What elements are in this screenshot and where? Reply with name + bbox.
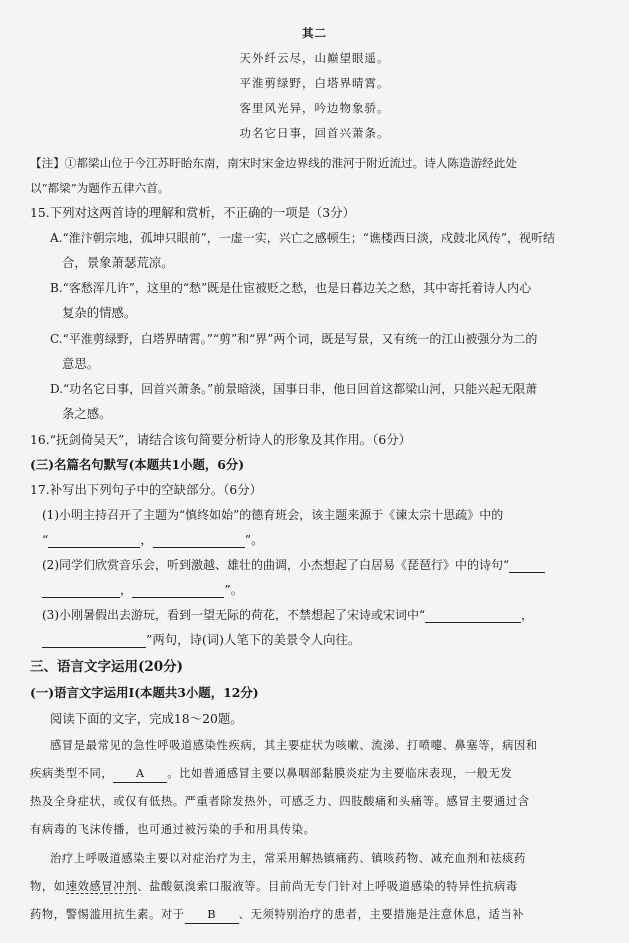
passage-para2-line2 [30, 879, 518, 895]
poem-line-3: 客里风光异，吟边物象骄。 [239, 101, 390, 115]
poem-line-2: 平淮剪绿野，白塔界晴霄。 [239, 76, 390, 90]
text: 物，如 [30, 880, 66, 893]
text: 。比如普通感冒主要以鼻咽部黏膜炎症为主要临床表现，一般无发 [167, 767, 513, 780]
answer-blank-6[interactable] [42, 635, 146, 648]
passage-para2-line1: 治疗上呼吸道感染主要以对症治疗为主，常采用解热镇痛药、镇咳药物、减充血剂和祛痰药 [50, 852, 526, 865]
text: 药物，警惕滥用抗生素。对于 [30, 908, 185, 921]
blank-b[interactable]: B [185, 907, 239, 924]
reading-instruction: 阅读下面的文字，完成18～20题。 [50, 711, 243, 726]
section-3-heading: (三)名篇名句默写(本题共1小题，6分) [30, 457, 245, 472]
underlined-term: 速效感冒冲剂 [65, 880, 138, 893]
poem-line-1: 天外纤云尽，山巅望眼遥。 [239, 51, 390, 65]
passage-para1-line1: 感冒是最常见的急性呼吸道感染性疾病，其主要症状为咳嗽、流涕、打喷嚏、鼻塞等，病因和 [50, 739, 538, 752]
q16-stem: 16.“抚剑倚吴天”，请结合该句简要分析诗人的形象及其作用。（6分） [30, 432, 411, 447]
passage-para2-line3 [30, 907, 524, 924]
note-line-1: 【注】①都梁山位于今江苏盱眙东南，南宋时宋金边界线的淮河于附近流过。诗人陈造游经此处 [30, 156, 517, 170]
comma: ， [120, 582, 133, 597]
q15-option-d-line2: 条之感。 [62, 406, 112, 421]
q17-part2-answer-row [42, 582, 243, 598]
open-quote: “ [42, 532, 49, 547]
q17-stem: 17.补写出下列句子中的空缺部分。（6分） [30, 482, 263, 497]
q17-part2-prompt [42, 557, 545, 573]
comma: ， [140, 532, 153, 547]
answer-blank-5[interactable] [425, 610, 521, 623]
passage-para1-line4: 有病毒的飞沫传播，也可通过被污染的手和用具传染。 [30, 823, 316, 836]
q17-part3-answer-row [42, 632, 360, 648]
q17-part2-text: (2)同学们欣赏音乐会，听到激越、雄壮的曲调，小杰想起了白居易《琵琶行》中的诗句“ [42, 558, 510, 572]
q15-option-c-line1: C.“平淮剪绿野，白塔界晴霄。”“剪”和“界”两个词，既是写景，又有统一的江山被强分为二的 [50, 332, 538, 346]
text: 、无须特别治疗的患者，主要措施是注意休息，适当补 [238, 908, 525, 921]
subsection-1-heading: (一)语言文字运用Ⅰ(本题共3小题，12分) [30, 685, 259, 700]
q15-option-c-line2: 意思。 [62, 356, 100, 371]
poem-title: 其二 [302, 26, 327, 40]
q17-part1-answer-row [42, 532, 263, 548]
answer-blank-3a[interactable] [509, 560, 545, 573]
close-quote: ”。 [244, 532, 264, 547]
answer-blank-2[interactable] [153, 535, 245, 548]
text: 、盐酸氨溴索口服液等。目前尚无专门针对上呼吸道感染的特异性抗病毒 [137, 880, 518, 893]
q15-stem: 15.下列对这两首诗的理解和赏析，不正确的一项是（3分） [30, 205, 355, 220]
q15-option-a-line2: 合，景象萧瑟荒凉。 [62, 255, 174, 270]
part-3-heading: 三、语言文字运用(20分) [30, 659, 184, 675]
answer-blank-3[interactable] [42, 585, 120, 598]
q15-option-d-line1: D.“功名它日事，回首兴萧条。”前景暗淡，国事日非，他日回首这都梁山河，只能兴起无限萧 [50, 382, 538, 396]
answer-blank-4[interactable] [132, 585, 224, 598]
passage-para1-line3: 热及全身症状，或仅有低热。严重者除发热外，可感乏力、四肢酸痛和头痛等。感冒主要通过含 [30, 795, 530, 808]
passage-para1-line2 [30, 766, 512, 783]
q15-option-a-line1: A.“淮汴朝宗地，孤坤只眼前”，一虚一实，兴亡之感顿生；“谯楼西日淡，戍鼓北风传”，视听结 [50, 231, 556, 245]
q17-part3-text: (3)小刚暑假出去游玩，看到一望无际的荷花，不禁想起了宋诗或宋词中“ [42, 608, 426, 622]
q15-option-b-line1: B.“客愁浑几许”，这里的“愁”既是仕宦被贬之愁，也是日暮边关之愁，其中寄托着诗人内心 [50, 281, 532, 295]
blank-a[interactable]: A [113, 766, 167, 783]
close-quote: ”。 [224, 582, 244, 597]
note-line-2: 以“都梁”为题作五律六首。 [30, 181, 170, 195]
q17-part3-prompt [42, 607, 533, 623]
q17-part1-prompt: (1)小明主持召开了主题为“慎终如始”的德育班会，该主题来源于《谏太宗十思疏》中的 [42, 508, 504, 522]
q17-part3-tail: ”两句，诗(词)人笔下的美景令人向往。 [146, 632, 361, 647]
comma: ， [521, 608, 534, 622]
answer-blank-1[interactable] [48, 535, 140, 548]
text: 疾病类型不同， [30, 767, 114, 780]
poem-line-4: 功名它日事，回首兴萧条。 [239, 126, 390, 140]
q15-option-b-line2: 复杂的情感。 [62, 305, 137, 320]
